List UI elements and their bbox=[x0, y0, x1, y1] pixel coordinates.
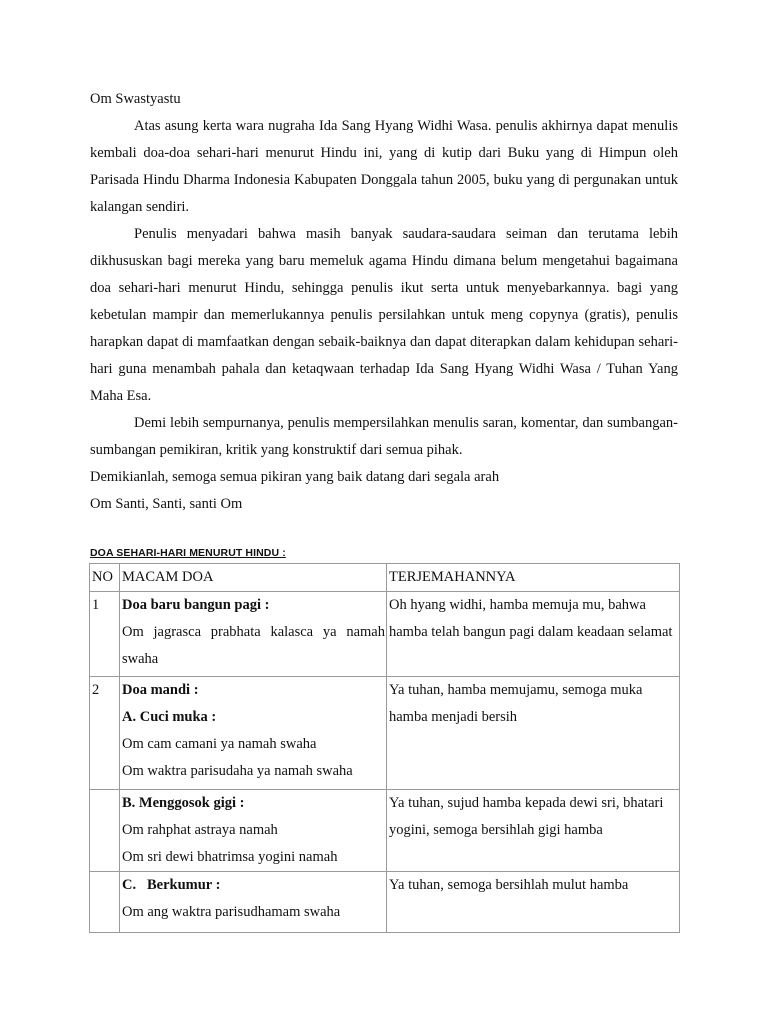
table-row bbox=[90, 677, 680, 790]
intro-paragraph-3: Demi lebih sempurnanya, penulis mempersilahkan menulis saran, komentar, dan sumbangan-sumbangan pemikiran, kritik yang konstruktif dari semua pihak. bbox=[90, 415, 678, 458]
doa-subtitle: A. Cuci muka : bbox=[122, 709, 217, 725]
row-number: 1 bbox=[90, 592, 120, 677]
closing-greeting: Om Santi, Santi, santi Om bbox=[90, 496, 243, 512]
translation-cell: Ya tuhan, semoga bersihlah mulut hamba bbox=[387, 872, 680, 933]
opening-greeting: Om Swastyastu bbox=[90, 91, 181, 107]
table-row bbox=[90, 872, 680, 933]
intro-paragraph-2: Penulis menyadari bahwa masih banyak saudara-saudara seiman dan terutama lebih dikhususkan bagi mereka yang baru memeluk agama Hindu dimana belum mengetahui bagaimana doa sehari-hari menurut Hindu, sehingga penulis ikut serta untuk menyebarkannya. bagi yang kebetulan mampir dan memerlukannya penulis persilahkan untuk meng copynya (gratis), penulis harapkan dapat di mamfaatkan dengan sebaik-baiknya dan dapat diterapkan dalam kehidupan sehari-hari guna menambah pahala dan ketaqwaan terhadap Ida Sang Hyang Widhi Wasa / Tuhan Yang Maha Esa. bbox=[90, 226, 678, 404]
doa-line: Om jagrasca prabhata kalasca ya namah swaha bbox=[122, 624, 385, 667]
doa-cell bbox=[120, 790, 387, 872]
translation-cell: Ya tuhan, sujud hamba kepada dewi sri, bhatari yogini, semoga bersihlah gigi hamba bbox=[387, 790, 680, 872]
table-row bbox=[90, 592, 680, 677]
intro-section bbox=[90, 86, 678, 518]
doa-subtitle: B. Menggosok gigi : bbox=[122, 795, 245, 811]
intro-paragraph-1: Atas asung kerta wara nugraha Ida Sang Hyang Widhi Wasa. penulis akhirnya dapat menulis kembali doa-doa sehari-hari menurut Hindu ini, yang di kutip dari Buku yang di Himpun oleh Parisada Hindu Dharma Indonesia Kabupaten Donggala tahun 2005, buku yang di pergunakan untuk kalangan sendiri. bbox=[90, 118, 678, 215]
doa-cell bbox=[120, 677, 387, 790]
doa-subtitle: C. Berkumur : bbox=[122, 877, 221, 893]
header-terjemahan: TERJEMAHANNYA bbox=[387, 564, 680, 592]
doa-line: Om ang waktra parisudhamam swaha bbox=[122, 904, 341, 920]
doa-cell bbox=[120, 592, 387, 677]
doa-line: Om sri dewi bhatrimsa yogini namah bbox=[122, 849, 338, 865]
section-title: DOA SEHARI-HARI MENURUT HINDU : bbox=[90, 547, 286, 559]
table-header-row bbox=[90, 564, 680, 592]
doa-title: Doa mandi : bbox=[122, 682, 199, 698]
translation-cell: Oh hyang widhi, hamba memuja mu, bahwa hamba telah bangun pagi dalam keadaan selamat bbox=[387, 592, 680, 677]
translation-cell: Ya tuhan, hamba memujamu, semoga muka hamba menjadi bersih bbox=[387, 677, 680, 790]
row-number bbox=[90, 790, 120, 872]
doa-title: Doa baru bangun pagi : bbox=[122, 597, 270, 613]
table-row bbox=[90, 790, 680, 872]
doa-line: Om cam camani ya namah swaha bbox=[122, 736, 317, 752]
header-macam-doa: MACAM DOA bbox=[120, 564, 387, 592]
doa-line: Om rahphat astraya namah bbox=[122, 822, 278, 838]
doa-cell bbox=[120, 872, 387, 933]
row-number bbox=[90, 872, 120, 933]
doa-line: Om waktra parisudaha ya namah swaha bbox=[122, 763, 353, 779]
row-number: 2 bbox=[90, 677, 120, 790]
prayer-table bbox=[89, 563, 680, 933]
header-no: NO bbox=[90, 564, 120, 592]
closing-line: Demikianlah, semoga semua pikiran yang baik datang dari segala arah bbox=[90, 469, 500, 485]
